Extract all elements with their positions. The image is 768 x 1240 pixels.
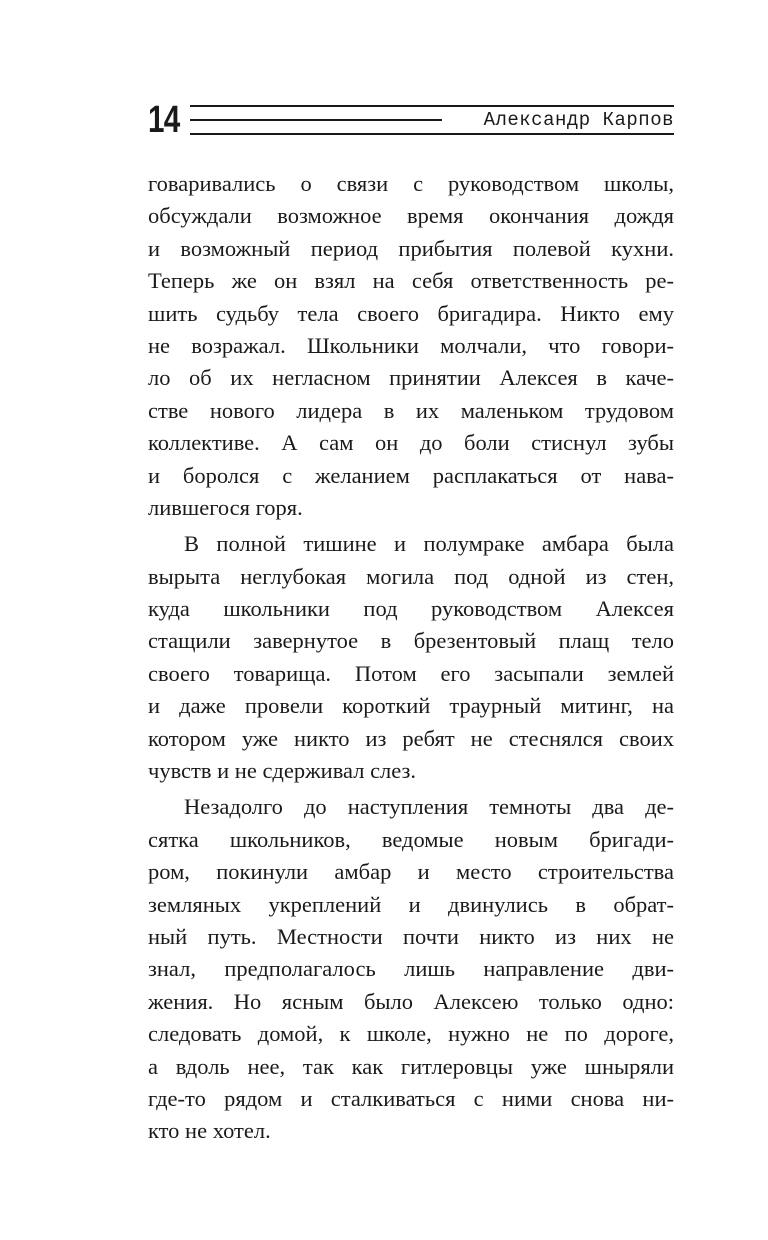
page-number: 14 [148, 99, 180, 141]
text-line: кто не хотел. [148, 1118, 271, 1144]
text-line: ром, покинули амбар и место строительства [148, 859, 674, 885]
header-rule-bottom [190, 133, 674, 135]
text-line: коллективе. А сам он до боли стиснул зубы [148, 430, 674, 456]
body-text [148, 168, 674, 1148]
text-line: и даже провели короткий траурный митинг, на [148, 693, 674, 719]
text-line: чувств и не сдерживал слез. [148, 758, 417, 784]
text-line: и боролся с желанием расплакаться от нава- [148, 462, 674, 488]
text-line: своего товарища. Потом его засыпали землей [148, 660, 674, 686]
header-rule-middle [190, 119, 442, 121]
text-line: Незадолго до наступления темноты два де- [184, 794, 674, 820]
text-line: говаривались о связи с руководством школы, [148, 171, 674, 196]
text-line: вырыта неглубокая могила под одной из стен, [148, 563, 674, 589]
text-line: а вдоль нее, так как гитлеровцы уже шныряли [148, 1053, 674, 1079]
text-line: сятка школьников, ведомые новым бригади- [148, 826, 674, 852]
text-line: стве нового лидера в их маленьком трудовом [148, 397, 674, 423]
paragraph [148, 528, 674, 787]
running-title-author: Александр Карпов [476, 107, 674, 133]
paragraph [148, 168, 674, 524]
text-line: лившегося горя. [148, 494, 303, 520]
text-line: котором уже никто из ребят не стеснялся своих [148, 725, 674, 751]
text-line: следовать домой, к школе, нужно не по дороге, [148, 1021, 674, 1047]
paragraph [148, 791, 674, 1147]
text-line: земляных укреплений и двинулись в обрат- [148, 891, 674, 917]
text-line: ло об их негласном принятии Алексея в каче- [148, 365, 674, 391]
text-line: В полной тишине и полумраке амбара была [184, 531, 674, 557]
text-line: где-то рядом и сталкиваться с ними снова ни- [148, 1085, 674, 1111]
text-line: куда школьники под руководством Алексея [148, 596, 674, 622]
text-line: жения. Но ясным было Алексею только одно: [148, 988, 674, 1014]
text-line: знал, предполагалось лишь направление дви- [148, 956, 674, 982]
text-line: обсуждали возможное время окончания дождя [148, 203, 674, 229]
text-line: не возражал. Школьники молчали, что говори- [148, 332, 674, 358]
text-line: стащили завернутое в брезентовый плащ тело [148, 628, 674, 654]
text-line: ный путь. Местности почти никто из них не [148, 923, 674, 949]
text-line: и возможный период прибытия полевой кухни. [148, 235, 674, 261]
text-line: Теперь же он взял на себя ответственность ре- [148, 268, 674, 294]
text-line: шить судьбу тела своего бригадира. Никто ему [148, 300, 674, 326]
page-header [148, 100, 674, 140]
header-rules [190, 105, 674, 135]
